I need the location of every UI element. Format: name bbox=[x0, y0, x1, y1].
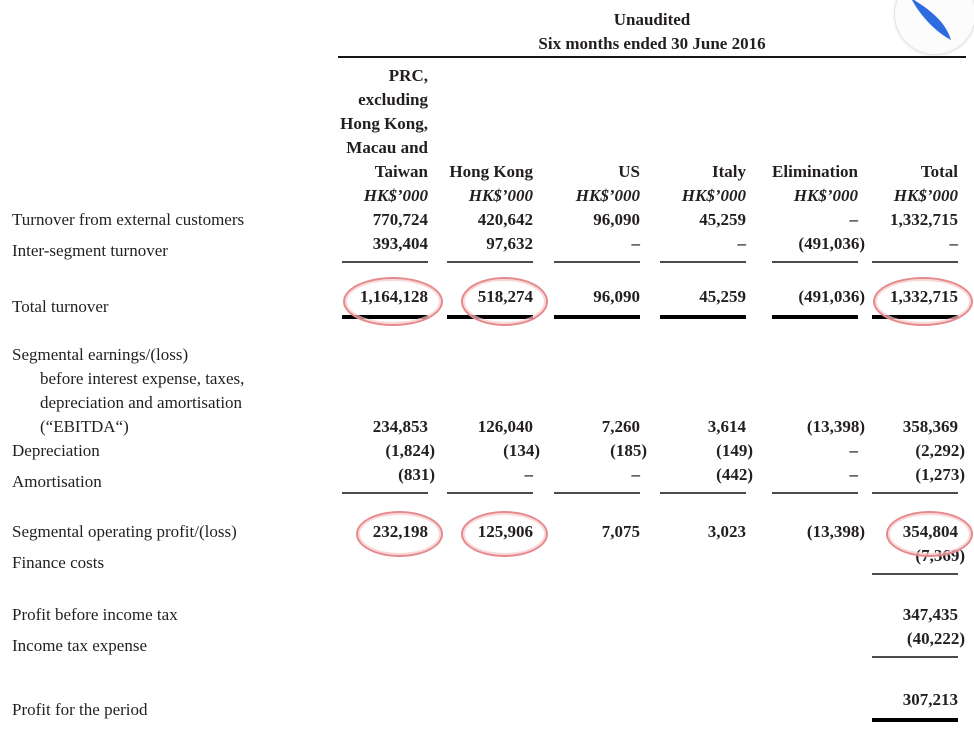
value-text: 126,040 bbox=[477, 417, 533, 436]
cell-value bbox=[332, 285, 428, 319]
value-text: 96,090 bbox=[593, 210, 640, 229]
cell-value bbox=[858, 627, 965, 658]
row-label-continuation: (“EBITDA“) bbox=[40, 417, 129, 436]
value-text: 1,332,715 bbox=[890, 210, 958, 229]
value-text: 3,614 bbox=[707, 417, 746, 436]
value-text: – bbox=[949, 234, 958, 253]
cell-value bbox=[858, 439, 965, 463]
cell-value bbox=[332, 520, 428, 544]
segment-table bbox=[12, 60, 965, 722]
value-text: 347,435 bbox=[902, 605, 958, 624]
row-label bbox=[12, 439, 332, 463]
cell-value bbox=[858, 463, 965, 494]
column-header-line: Elimination bbox=[772, 162, 858, 181]
cell-value bbox=[640, 285, 746, 319]
cell-value bbox=[332, 603, 428, 627]
circled-value-annotation bbox=[478, 285, 533, 309]
cell-value bbox=[858, 544, 965, 575]
column-header-line: Hong Kong, bbox=[340, 114, 428, 133]
table-row bbox=[12, 688, 958, 722]
cell-value bbox=[640, 232, 746, 263]
value-text: 1,164,128 bbox=[360, 287, 428, 306]
table-row bbox=[12, 439, 958, 463]
circled-value-annotation bbox=[478, 520, 533, 544]
value-text: – bbox=[631, 465, 640, 484]
table-row bbox=[12, 232, 958, 263]
cell-value bbox=[746, 439, 858, 463]
cell-value bbox=[858, 285, 958, 319]
header-spacer-cell bbox=[12, 60, 332, 208]
value-text: – bbox=[849, 210, 858, 229]
column-header-row bbox=[12, 60, 958, 208]
table-row bbox=[12, 603, 958, 627]
row-label bbox=[12, 544, 332, 575]
cell-value bbox=[428, 232, 533, 263]
row-label-line: Turnover from external customers bbox=[12, 210, 245, 229]
value-text: – bbox=[849, 465, 858, 484]
cell-value bbox=[533, 285, 640, 319]
cell-value bbox=[858, 232, 958, 263]
value-text: 7,260 bbox=[601, 417, 640, 436]
cell-value bbox=[332, 343, 428, 439]
cell-value bbox=[533, 232, 640, 263]
table-header bbox=[338, 8, 966, 56]
cell-value bbox=[746, 627, 858, 658]
value-text: 234,853 bbox=[372, 417, 428, 436]
value-text: (442) bbox=[716, 465, 753, 484]
table-row bbox=[12, 627, 958, 658]
cell-value bbox=[746, 520, 865, 544]
column-header-total bbox=[858, 60, 958, 208]
cell-value bbox=[640, 463, 753, 494]
column-header-line: Total bbox=[920, 162, 958, 181]
cell-value bbox=[640, 439, 753, 463]
value-text: (1,824) bbox=[385, 441, 435, 460]
cell-value bbox=[858, 603, 958, 627]
value-text: – bbox=[737, 234, 746, 253]
spacer-row bbox=[12, 263, 958, 285]
value-text: 7,075 bbox=[601, 522, 640, 541]
value-text: 97,632 bbox=[486, 234, 533, 253]
column-header-line: Italy bbox=[712, 162, 746, 181]
circled-value-annotation bbox=[360, 285, 428, 309]
column-header-line: Taiwan bbox=[374, 162, 428, 181]
spacer-row bbox=[12, 319, 958, 343]
value-text: (13,398) bbox=[806, 417, 865, 436]
header-rule bbox=[338, 56, 966, 58]
cell-value bbox=[428, 688, 533, 722]
cell-value bbox=[332, 688, 428, 722]
row-label-line: Segmental earnings/(loss) bbox=[12, 345, 189, 364]
value-text: (2,292) bbox=[915, 441, 965, 460]
cell-value bbox=[746, 285, 865, 319]
cell-value bbox=[858, 208, 958, 232]
value-text: 307,213 bbox=[902, 690, 958, 709]
cell-value bbox=[428, 544, 533, 575]
value-text: 125,906 bbox=[477, 522, 533, 541]
cell-value bbox=[533, 603, 640, 627]
column-unit: HK$’000 bbox=[893, 186, 958, 205]
circled-value-annotation bbox=[890, 285, 958, 309]
cell-value bbox=[332, 544, 428, 575]
row-label-line: Finance costs bbox=[12, 553, 105, 572]
row-label-line: Profit for the period bbox=[12, 700, 148, 719]
cell-value bbox=[533, 343, 640, 439]
value-text: (831) bbox=[398, 465, 435, 484]
row-label-line: Inter-segment turnover bbox=[12, 241, 168, 260]
value-text: 358,369 bbox=[902, 417, 958, 436]
cell-value bbox=[332, 208, 428, 232]
value-text: (491,036) bbox=[798, 234, 865, 253]
cell-value bbox=[640, 343, 746, 439]
value-text: – bbox=[849, 441, 858, 460]
row-label-line: Amortisation bbox=[12, 472, 102, 491]
row-label bbox=[12, 603, 332, 627]
value-text: – bbox=[631, 234, 640, 253]
value-text: 420,642 bbox=[477, 210, 533, 229]
column-header-line: PRC, bbox=[388, 66, 428, 85]
table-row bbox=[12, 544, 958, 575]
value-text: 770,724 bbox=[372, 210, 428, 229]
cell-value bbox=[858, 688, 958, 722]
cell-value bbox=[332, 627, 428, 658]
row-label bbox=[12, 232, 332, 263]
cell-value bbox=[640, 603, 746, 627]
total-rule bbox=[872, 718, 958, 722]
value-text: (185) bbox=[610, 441, 647, 460]
value-text: 45,259 bbox=[699, 287, 746, 306]
cell-value bbox=[332, 439, 435, 463]
cell-value bbox=[428, 343, 533, 439]
table-row bbox=[12, 520, 958, 544]
cell-value bbox=[533, 439, 647, 463]
row-label bbox=[12, 688, 332, 722]
row-label-line: Depreciation bbox=[12, 441, 100, 460]
cell-value bbox=[858, 343, 958, 439]
value-text: (40,222) bbox=[906, 629, 965, 648]
circled-value-annotation bbox=[903, 520, 958, 544]
cell-value bbox=[746, 208, 858, 232]
value-text: 354,804 bbox=[902, 522, 958, 541]
cell-value bbox=[640, 520, 746, 544]
column-header-us bbox=[533, 60, 640, 208]
cell-value bbox=[533, 544, 640, 575]
column-header-elimination bbox=[746, 60, 858, 208]
cell-value bbox=[533, 627, 640, 658]
row-label bbox=[12, 343, 332, 439]
value-text: (13,398) bbox=[806, 522, 865, 541]
value-text: 518,274 bbox=[477, 287, 533, 306]
row-label-continuation: before interest expense, taxes, bbox=[40, 369, 245, 388]
row-label-line: Segmental operating profit/(loss) bbox=[12, 522, 237, 541]
row-label-line: Income tax expense bbox=[12, 636, 147, 655]
value-text: 232,198 bbox=[372, 522, 428, 541]
row-label-line: Total turnover bbox=[12, 297, 109, 316]
cell-value bbox=[428, 603, 533, 627]
cell-value bbox=[428, 520, 533, 544]
value-text: 1,332,715 bbox=[890, 287, 958, 306]
cell-value bbox=[533, 463, 640, 494]
spacer-row bbox=[12, 494, 958, 520]
cell-value bbox=[746, 688, 858, 722]
cell-value bbox=[533, 208, 640, 232]
column-header-line: Macau and bbox=[346, 138, 428, 157]
value-text: (7,369) bbox=[915, 546, 965, 565]
value-text: 45,259 bbox=[699, 210, 746, 229]
column-unit: HK$’000 bbox=[363, 186, 428, 205]
cell-value bbox=[428, 627, 533, 658]
column-header-taiwan bbox=[332, 60, 428, 208]
cell-value bbox=[428, 439, 540, 463]
value-text: (491,036) bbox=[798, 287, 865, 306]
table-row bbox=[12, 343, 958, 439]
cell-value bbox=[640, 627, 746, 658]
value-text: 3,023 bbox=[707, 522, 746, 541]
cell-value bbox=[746, 544, 858, 575]
header-period: Six months ended 30 June 2016 bbox=[538, 34, 766, 53]
value-text: (134) bbox=[503, 441, 540, 460]
row-label-line: Profit before income tax bbox=[12, 605, 178, 624]
cell-value bbox=[428, 463, 533, 494]
table-row bbox=[12, 208, 958, 232]
cell-value bbox=[332, 463, 435, 494]
column-header-line: Hong Kong bbox=[449, 162, 533, 181]
row-label bbox=[12, 208, 332, 232]
cell-value bbox=[332, 232, 428, 263]
row-label bbox=[12, 463, 332, 494]
cell-value bbox=[746, 343, 865, 439]
circled-value-annotation bbox=[373, 520, 428, 544]
cell-value bbox=[640, 544, 746, 575]
cell-value bbox=[533, 520, 640, 544]
column-header-line: US bbox=[618, 162, 640, 181]
cell-value bbox=[746, 463, 858, 494]
column-unit: HK$’000 bbox=[468, 186, 533, 205]
value-text: (149) bbox=[716, 441, 753, 460]
cell-value bbox=[858, 520, 958, 544]
column-header-italy bbox=[640, 60, 746, 208]
cell-value bbox=[428, 285, 533, 319]
header-title: Unaudited bbox=[613, 10, 691, 29]
row-label-continuation: depreciation and amortisation bbox=[40, 393, 243, 412]
spacer-row bbox=[12, 575, 958, 603]
table-row bbox=[12, 463, 958, 494]
column-unit: HK$’000 bbox=[575, 186, 640, 205]
spacer-row bbox=[12, 658, 958, 688]
column-unit: HK$’000 bbox=[681, 186, 746, 205]
value-text: 393,404 bbox=[372, 234, 428, 253]
cell-value bbox=[428, 208, 533, 232]
cell-value bbox=[640, 208, 746, 232]
row-label bbox=[12, 520, 332, 544]
cell-value bbox=[746, 603, 858, 627]
table-row bbox=[12, 285, 958, 319]
column-header-line: excluding bbox=[358, 90, 428, 109]
cell-value bbox=[746, 232, 865, 263]
cell-value bbox=[533, 688, 640, 722]
value-text: (1,273) bbox=[915, 465, 965, 484]
value-text: – bbox=[524, 465, 533, 484]
value-text: 96,090 bbox=[593, 287, 640, 306]
cell-value bbox=[640, 688, 746, 722]
column-header-hong-kong bbox=[428, 60, 533, 208]
row-label bbox=[12, 285, 332, 319]
column-unit: HK$’000 bbox=[793, 186, 858, 205]
row-label bbox=[12, 627, 332, 658]
